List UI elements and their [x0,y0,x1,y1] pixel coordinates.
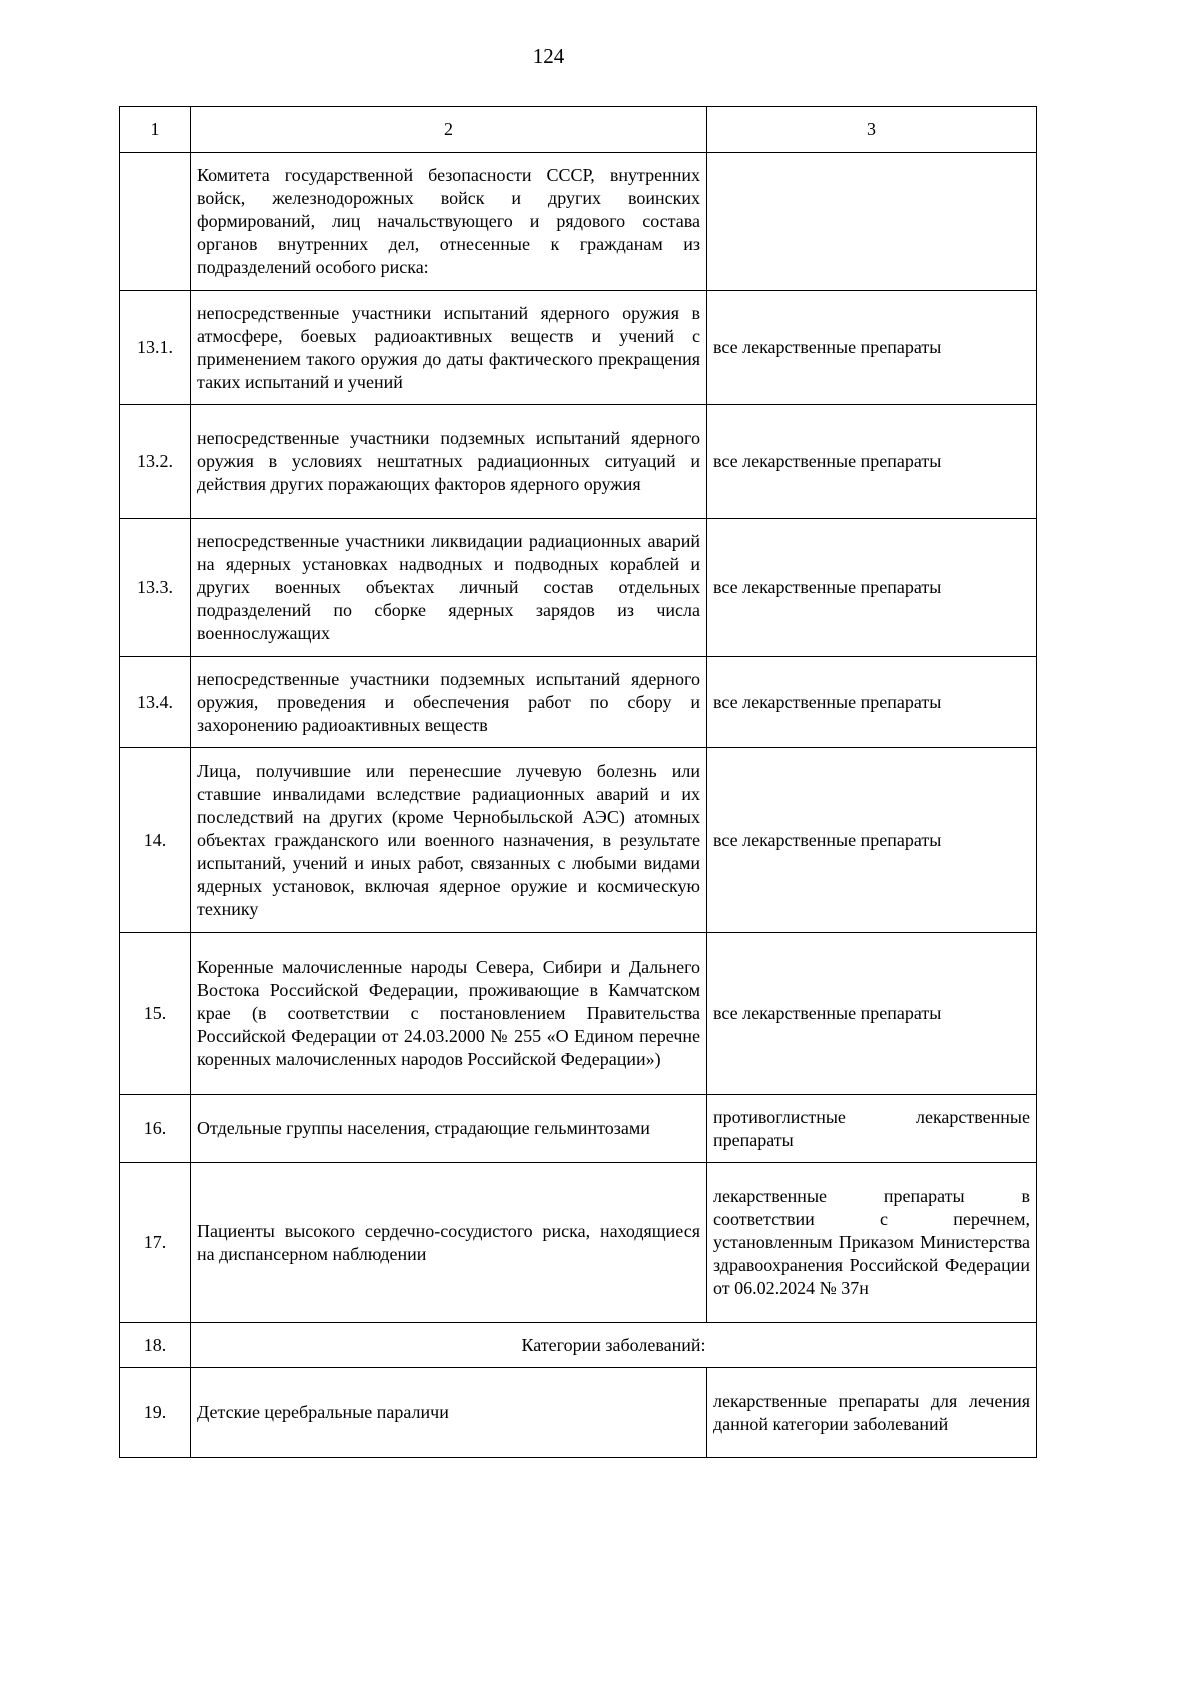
row-value: все лекарственные препараты [707,291,1037,405]
table-row [120,933,1037,1095]
row-description: Детские церебральные параличи [191,1368,707,1458]
table-header-row [120,107,1037,153]
row-value: все лекарственные препараты [707,748,1037,933]
page-number: 124 [532,44,565,68]
row-number: 13.1. [120,291,191,405]
row-description: Комитета государственной безопасности СССР, внутренних войск, железнодорожных войск и других воинских формирований, лиц начальствующего и рядового состава органов внутренних дел, отнесенные к гражданам из подразделений особого риска: [191,153,707,291]
table-row [120,1323,1037,1368]
row-value: лекарственные препараты в соответствии с перечнем, установленным Приказом Министерства здравоохранения Российской Федерации от 06.02.2024 № 37н [707,1163,1037,1323]
row-value: все лекарственные препараты [707,519,1037,657]
header-col-2: 2 [191,107,707,153]
row-number: 13.4. [120,657,191,748]
row-number: 15. [120,933,191,1095]
row-number: 17. [120,1163,191,1323]
table-row [120,519,1037,657]
row-description: непосредственные участники подземных испытаний ядерного оружия, проведения и обеспечения работ по сбору и захоронению радиоактивных веществ [191,657,707,748]
table-row [120,291,1037,405]
table-row [120,1368,1037,1458]
row-number: 13.2. [120,405,191,519]
row-description: Лица, получившие или перенесшие лучевую болезнь или ставшие инвалидами вследствие радиационных аварий и их последствий на других (кроме Чернобыльской АЭС) атомных объектах гражданского или военного назначения, в результате испытаний, учений и иных работ, связанных с любыми видами ядерных установок, включая ядерное оружие и космическую технику [191,748,707,933]
row-value: лекарственные препараты для лечения данной категории заболеваний [707,1368,1037,1458]
row-value: все лекарственные препараты [707,405,1037,519]
table-row [120,1163,1037,1323]
table-row [120,657,1037,748]
row-description: непосредственные участники подземных испытаний ядерного оружия в условиях нештатных радиационных ситуаций и действия других поражающих факторов ядерного оружия [191,405,707,519]
row-number [120,153,191,291]
row-description: непосредственные участники испытаний ядерного оружия в атмосфере, боевых радиоактивных веществ и учений с применением такого оружия до даты фактического прекращения таких испытаний и учений [191,291,707,405]
row-value: все лекарственные препараты [707,657,1037,748]
benefits-table [119,106,1037,1458]
row-description: Отдельные группы населения, страдающие гельминтозами [191,1095,707,1163]
table-row [120,748,1037,933]
row-value [707,153,1037,291]
row-description: Пациенты высокого сердечно-сосудистого риска, находящиеся на диспансерном наблюдении [191,1163,707,1323]
row-description: Коренные малочисленные народы Севера, Сибири и Дальнего Востока Российской Федерации, проживающие в Камчатском крае (в соответствии с постановлением Правительства Российской Федерации от 24.03.2000 № 255 «О Едином перечне коренных малочисленных народов Российской Федерации») [191,933,707,1095]
row-value: противоглистные лекарственные препараты [707,1095,1037,1163]
header-col-1: 1 [120,107,191,153]
row-number: 16. [120,1095,191,1163]
header-col-3: 3 [707,107,1037,153]
row-value: все лекарственные препараты [707,933,1037,1095]
row-number: 13.3. [120,519,191,657]
row-number: 18. [120,1323,191,1368]
row-number: 19. [120,1368,191,1458]
table-row [120,1095,1037,1163]
table-row [120,153,1037,291]
row-description: непосредственные участники ликвидации радиационных аварий на ядерных установках надводных и подводных кораблей и других военных объектах личный состав отдельных подразделений по сборке ядерных зарядов из числа военнослужащих [191,519,707,657]
category-heading: Категории заболеваний: [191,1323,1037,1368]
row-number: 14. [120,748,191,933]
table-row [120,405,1037,519]
